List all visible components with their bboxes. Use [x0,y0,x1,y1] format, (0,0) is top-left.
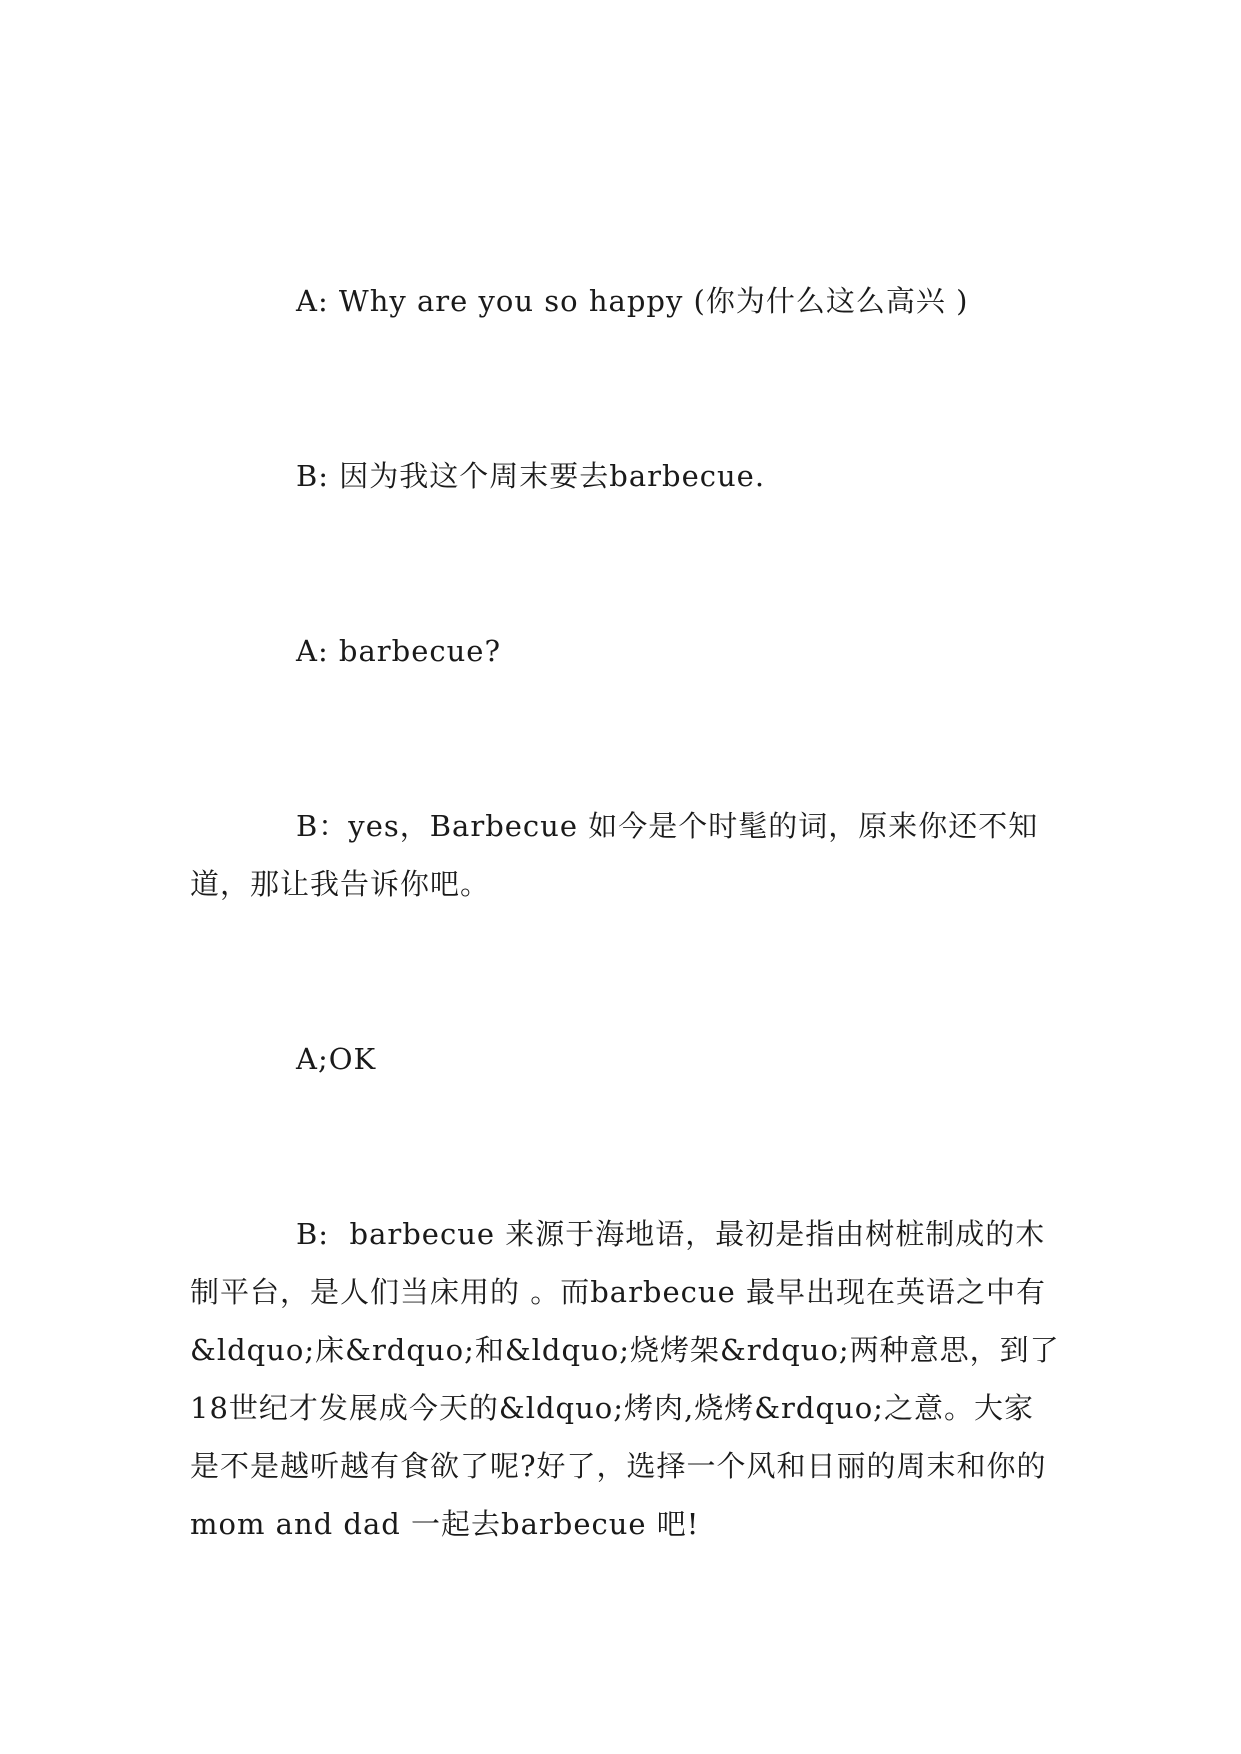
dialogue-line-a-2: A: barbecue? [296,634,502,668]
dialogue-line-a-1: A: Why are you so happy (你为什么这么高兴 ) [296,284,969,318]
dialogue-line-b-1: B: 因为我这个周末要去barbecue. [296,459,766,493]
dialogue-line-a-3: A;OK [296,1042,377,1076]
dialogue-line-b-3: B: barbecue 来源于海地语，最初是指由树桩制成的木制平台，是人们当床用的 。而barbecue 最早出现在英语之中有&ldquo;床&rdquo;和&ldquo;烧烤架&rdquo;两种意思，到了18世纪才发展成今天的&ldquo;烤肉,烧烤&rdquo;之意。大家是不是越听越有食欲了呢?好了，选择一个风和日丽的周末和你的mom and dad 一起去barbecue 吧! [190,1217,1060,1541]
dialogue-line-b-2: B：yes，Barbecue 如今是个时髦的词，原来你还不知道，那让我告诉你吧。 [190,809,1039,901]
